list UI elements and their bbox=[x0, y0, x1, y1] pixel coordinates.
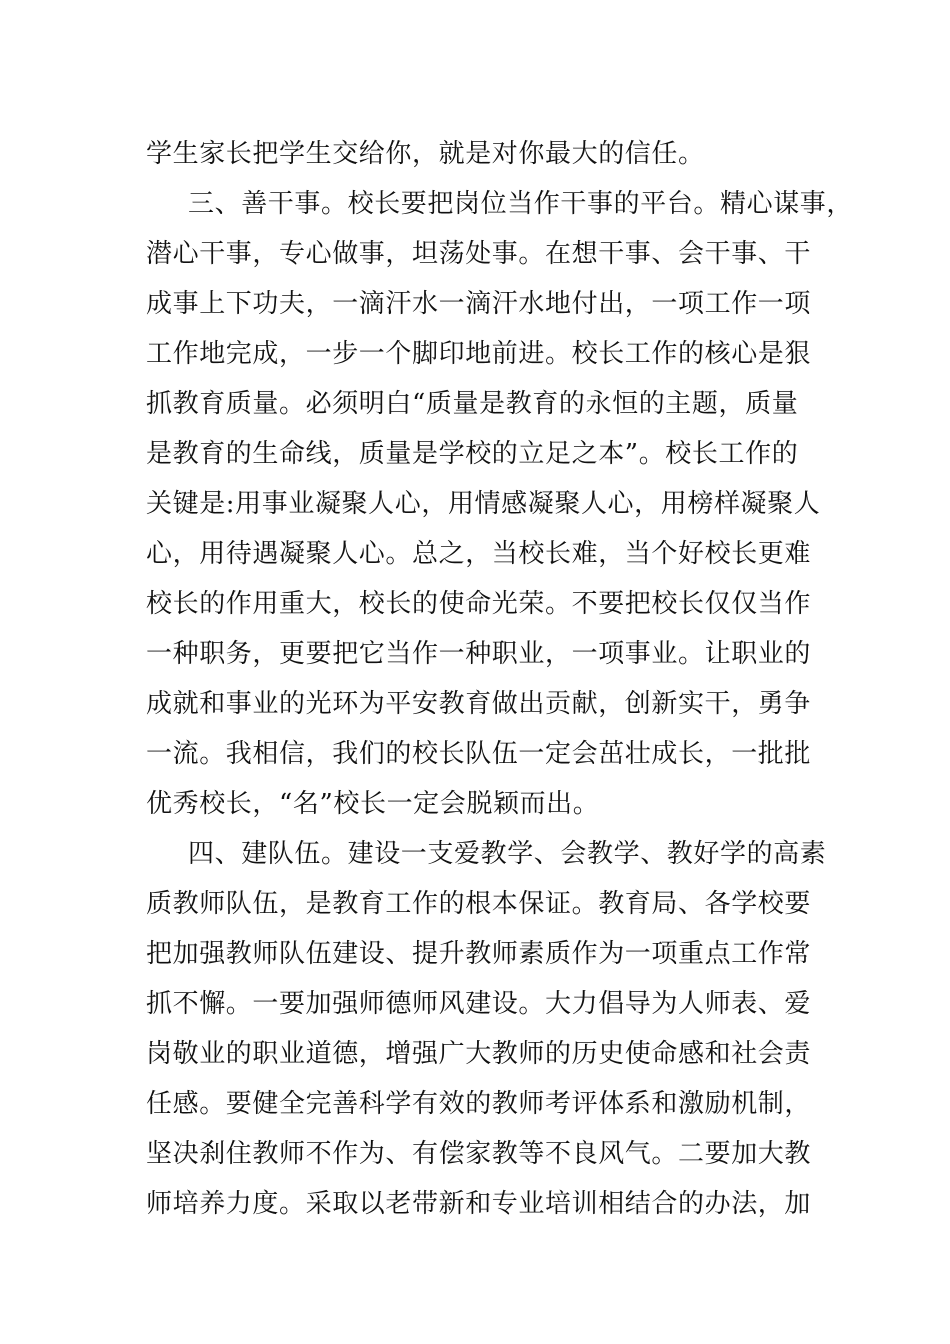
text-line: 工作地完成，一步一个脚印地前进。校长工作的核心是狠 bbox=[146, 339, 812, 369]
text-line: 心，用待遇凝聚人心。总之，当校长难，当个好校长更难 bbox=[146, 539, 812, 569]
text-line: 质教师队伍，是教育工作的根本保证。教育局、各学校要 bbox=[146, 889, 812, 919]
text-line: 把加强教师队伍建设、提升教师素质作为一项重点工作常 bbox=[146, 939, 812, 969]
paragraph-heading-3: 三、善干事。校长要把岗位当作干事的平台。精心谋事， bbox=[188, 189, 854, 219]
text-line: 关键是:用事业凝聚人心，用情感凝聚人心，用榜样凝聚人 bbox=[146, 489, 821, 519]
text-line: 成就和事业的光环为平安教育做出贡献，创新实干，勇争 bbox=[146, 689, 812, 719]
text-line: 校长的作用重大，校长的使命光荣。不要把校长仅仅当作 bbox=[146, 589, 812, 619]
text-line: 学生家长把学生交给你，就是对你最大的信任。 bbox=[146, 139, 705, 169]
paragraph-heading-4: 四、建队伍。建设一支爱教学、会教学、教好学的高素 bbox=[188, 839, 827, 869]
text-line: 抓教育质量。必须明白“质量是教育的永恒的主题，质量 bbox=[146, 389, 799, 419]
text-line: 一种职务，更要把它当作一种职业，一项事业。让职业的 bbox=[146, 639, 812, 669]
text-line: 任感。要健全完善科学有效的教师考评体系和激励机制， bbox=[146, 1089, 812, 1119]
text-line: 岗敬业的职业道德，增强广大教师的历史使命感和社会责 bbox=[146, 1039, 812, 1069]
text-line: 优秀校长，“名”校长一定会脱颖而出。 bbox=[146, 789, 600, 819]
text-line: 成事上下功夫，一滴汗水一滴汗水地付出，一项工作一项 bbox=[146, 289, 812, 319]
text-line: 一流。我相信，我们的校长队伍一定会茁壮成长，一批批 bbox=[146, 739, 812, 769]
text-line: 潜心干事，专心做事，坦荡处事。在想干事、会干事、干 bbox=[146, 239, 812, 269]
text-line: 师培养力度。采取以老带新和专业培训相结合的办法，加 bbox=[146, 1189, 812, 1219]
text-line: 坚决刹住教师不作为、有偿家教等不良风气。二要加大教 bbox=[146, 1139, 812, 1169]
text-line: 抓不懈。一要加强师德师风建设。大力倡导为人师表、爱 bbox=[146, 989, 812, 1019]
text-line: 是教育的生命线，质量是学校的立足之本”。校长工作的 bbox=[146, 439, 799, 469]
